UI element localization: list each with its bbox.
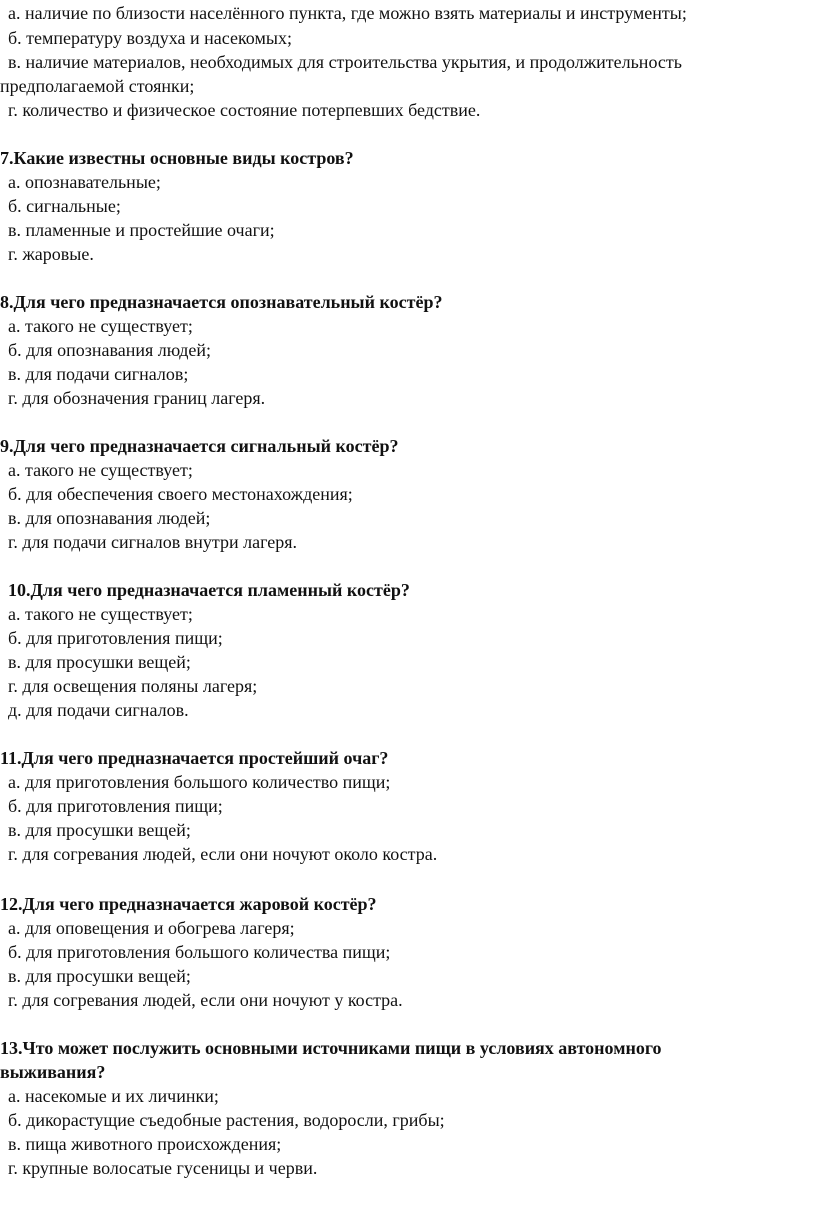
answer-option: б. для обеспечения своего местонахождения;	[8, 484, 353, 504]
answer-option: а. насекомые и их личинки;	[8, 1086, 219, 1106]
answer-option: а. такого не существует;	[8, 316, 193, 336]
answer-option: б. для приготовления пищи;	[8, 628, 223, 648]
answer-option: в. для просушки вещей;	[8, 652, 191, 672]
question-title: 8.Для чего предназначается опознавательный костёр?	[0, 292, 443, 312]
option-c: в. наличие материалов, необходимых для строительства укрытия, и продолжительность	[8, 52, 682, 72]
answer-option: г. для подачи сигналов внутри лагеря.	[8, 532, 298, 552]
question-title: 13.Что может послужить основными источниками пищи в условиях автономного	[0, 1038, 662, 1058]
option-d: г. количество и физическое состояние потерпевших бедствие.	[8, 100, 481, 120]
answer-option: а. такого не существует;	[8, 604, 193, 624]
question-title: 10.Для чего предназначается пламенный костёр?	[8, 580, 410, 600]
option-a: а. наличие по близости населённого пункта, где можно взять материалы и инструменты;	[8, 3, 687, 23]
answer-option: а. для приготовления большого количество пищи;	[8, 772, 391, 792]
answer-option: в. для опознавания людей;	[8, 508, 211, 528]
answer-option: в. пища животного происхождения;	[8, 1134, 282, 1154]
answer-option: в. для подачи сигналов;	[8, 364, 189, 384]
answer-option: б. дикорастущие съедобные растения, водоросли, грибы;	[8, 1110, 445, 1130]
answer-option: б. для приготовления большого количества пищи;	[8, 942, 391, 962]
question-title: 11.Для чего предназначается простейший очаг?	[0, 748, 389, 768]
answer-option: а. такого не существует;	[8, 460, 193, 480]
answer-option: в. пламенные и простейшие очаги;	[8, 220, 275, 240]
answer-option: а. опознавательные;	[8, 172, 161, 192]
answer-option: б. сигнальные;	[8, 196, 121, 216]
answer-option: д. для подачи сигналов.	[8, 700, 189, 720]
answer-option: г. для освещения поляны лагеря;	[8, 676, 258, 696]
option-b: б. температуру воздуха и насекомых;	[8, 28, 292, 48]
question-title-continued: выживания?	[0, 1062, 106, 1082]
question-title: 7.Какие известны основные виды костров?	[0, 148, 354, 168]
answer-option: б. для опознавания людей;	[8, 340, 212, 360]
answer-option: в. для просушки вещей;	[8, 966, 191, 986]
answer-option: б. для приготовления пищи;	[8, 796, 223, 816]
answer-option: а. для оповещения и обогрева лагеря;	[8, 918, 295, 938]
option-c-continued: предполагаемой стоянки;	[0, 76, 195, 96]
answer-option: г. для согревания людей, если они ночуют у костра.	[8, 990, 403, 1010]
question-title: 9.Для чего предназначается сигнальный костёр?	[0, 436, 399, 456]
answer-option: г. для согревания людей, если они ночуют около костра.	[8, 844, 438, 864]
answer-option: г. крупные волосатые гусеницы и черви.	[8, 1158, 318, 1178]
question-title: 12.Для чего предназначается жаровой костёр?	[0, 894, 377, 914]
answer-option: в. для просушки вещей;	[8, 820, 191, 840]
answer-option: г. для обозначения границ лагеря.	[8, 388, 266, 408]
answer-option: г. жаровые.	[8, 244, 94, 264]
